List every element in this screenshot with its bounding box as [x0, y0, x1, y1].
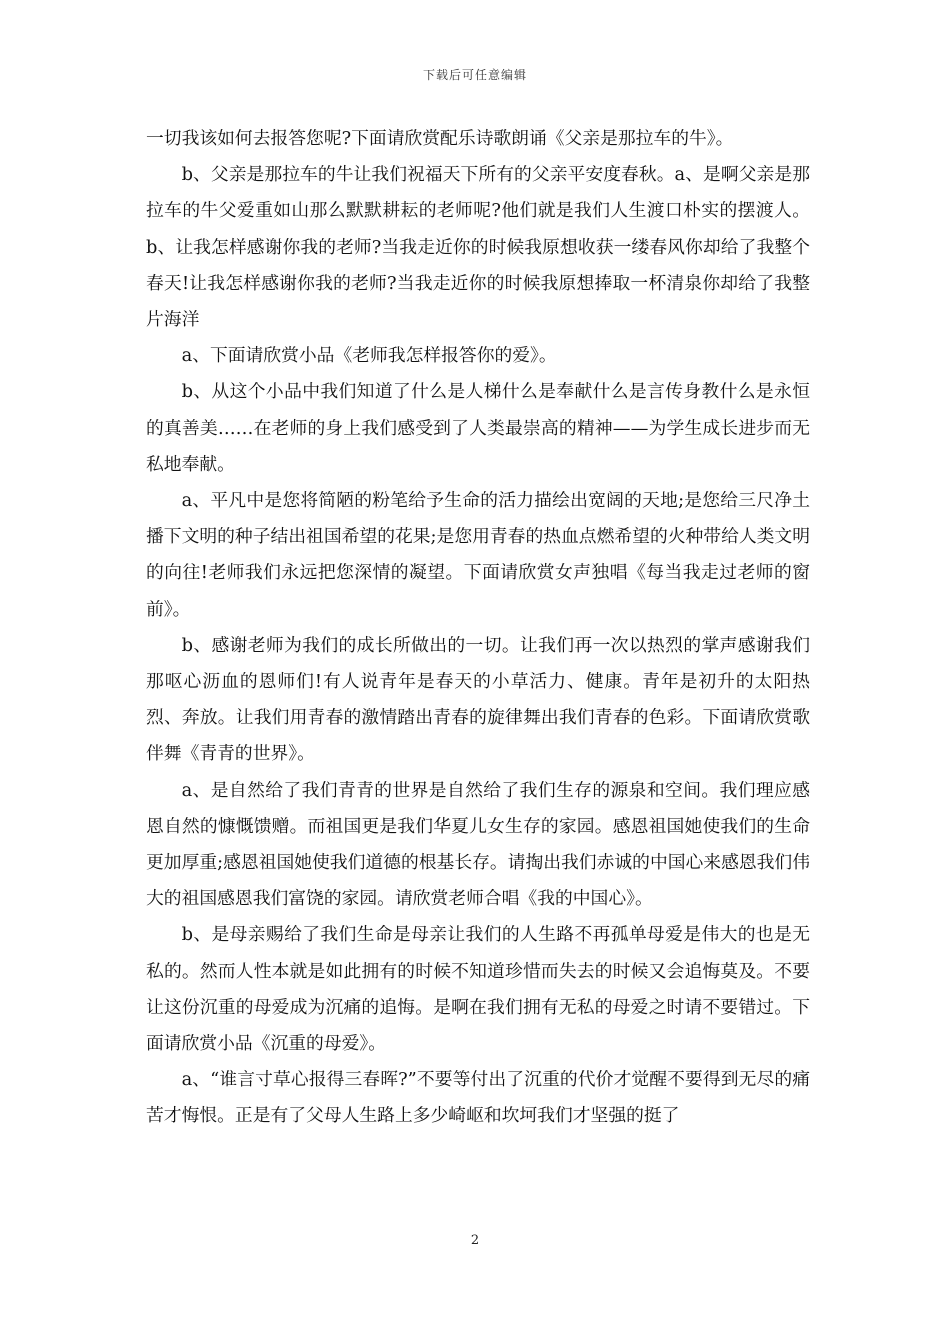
paragraph-9: a、“谁言寸草心报得三春晖?”不要等付出了沉重的代价才觉醒不要得到无尽的痛苦才悔恨。正是有了父母人生路上多少崎岖和坎坷我们才坚强的挺了	[146, 1069, 810, 1127]
page-number: 2	[470, 1233, 480, 1248]
paragraph-5: a、平凡中是您将简陋的粉笔给予生命的活力描绘出宽阔的天地;是您给三尺净土播下文明的种子结出祖国希望的花果;是您用青春的热血点燃希望的火种带给人类文明的向往!老师我们永远把您深情的凝望。下面请欣赏女声独唱《每当我走过老师的窗前》。	[146, 490, 810, 620]
paragraph-6: b、感谢老师为我们的成长所做出的一切。让我们再一次以热烈的掌声感谢我们那呕心沥血的恩师们!有人说青年是春天的小草活力、健康。青年是初升的太阳热烈、奔放。让我们用青春的激情踏出青春的旋律舞出我们青春的色彩。下面请欣赏歌伴舞《青青的世界》。	[146, 634, 810, 765]
paragraph-2: b、父亲是那拉车的牛让我们祝福天下所有的父亲平安度春秋。a、是啊父亲是那拉车的牛父爱重如山那么默默耕耘的老师呢?他们就是我们人生渡口朴实的摆渡人。b、让我怎样感谢你我的老师?当我走近你的时候我原想收获一缕春风你却给了我整个春天!让我怎样感谢你我的老师?当我走近你的时候我原想捧取一杯清泉你却给了我整片海洋	[146, 164, 810, 331]
paragraph-7: a、是自然给了我们青青的世界是自然给了我们生存的源泉和空间。我们理应感恩自然的慷慨馈赠。而祖国更是我们华夏儿女生存的家园。感恩祖国她使我们的生命更加厚重;感恩祖国她使我们道德的根基长存。请掏出我们赤诚的中国心来感恩我们伟大的祖国感恩我们富饶的家园。请欣赏老师合唱《我的中国心》。	[146, 779, 810, 910]
paragraph-1: 一切我该如何去报答您呢?下面请欣赏配乐诗歌朗诵《父亲是那拉车的牛》。	[146, 128, 734, 149]
page-header: 下载后可任意编辑	[422, 68, 527, 82]
paragraph-4: b、从这个小品中我们知道了什么是人梯什么是奉献什么是言传身教什么是永恒的真善美……在老师的身上我们感受到了人类最崇高的精神——为学生成长进步而无私地奉献。	[146, 381, 810, 475]
paragraph-8: b、是母亲赐给了我们生命是母亲让我们的人生路不再孤单母爱是伟大的也是无私的。然而人性本就是如此拥有的时候不知道珍惜而失去的时候又会追悔莫及。不要让这份沉重的母爱成为沉痛的追悔。是啊在我们拥有无私的母爱之时请不要错过。下面请欣赏小品《沉重的母爱》。	[146, 924, 810, 1055]
document-body	[146, 121, 810, 1135]
paragraph-3: a、下面请欣赏小品《老师我怎样报答你的爱》。	[181, 345, 557, 367]
